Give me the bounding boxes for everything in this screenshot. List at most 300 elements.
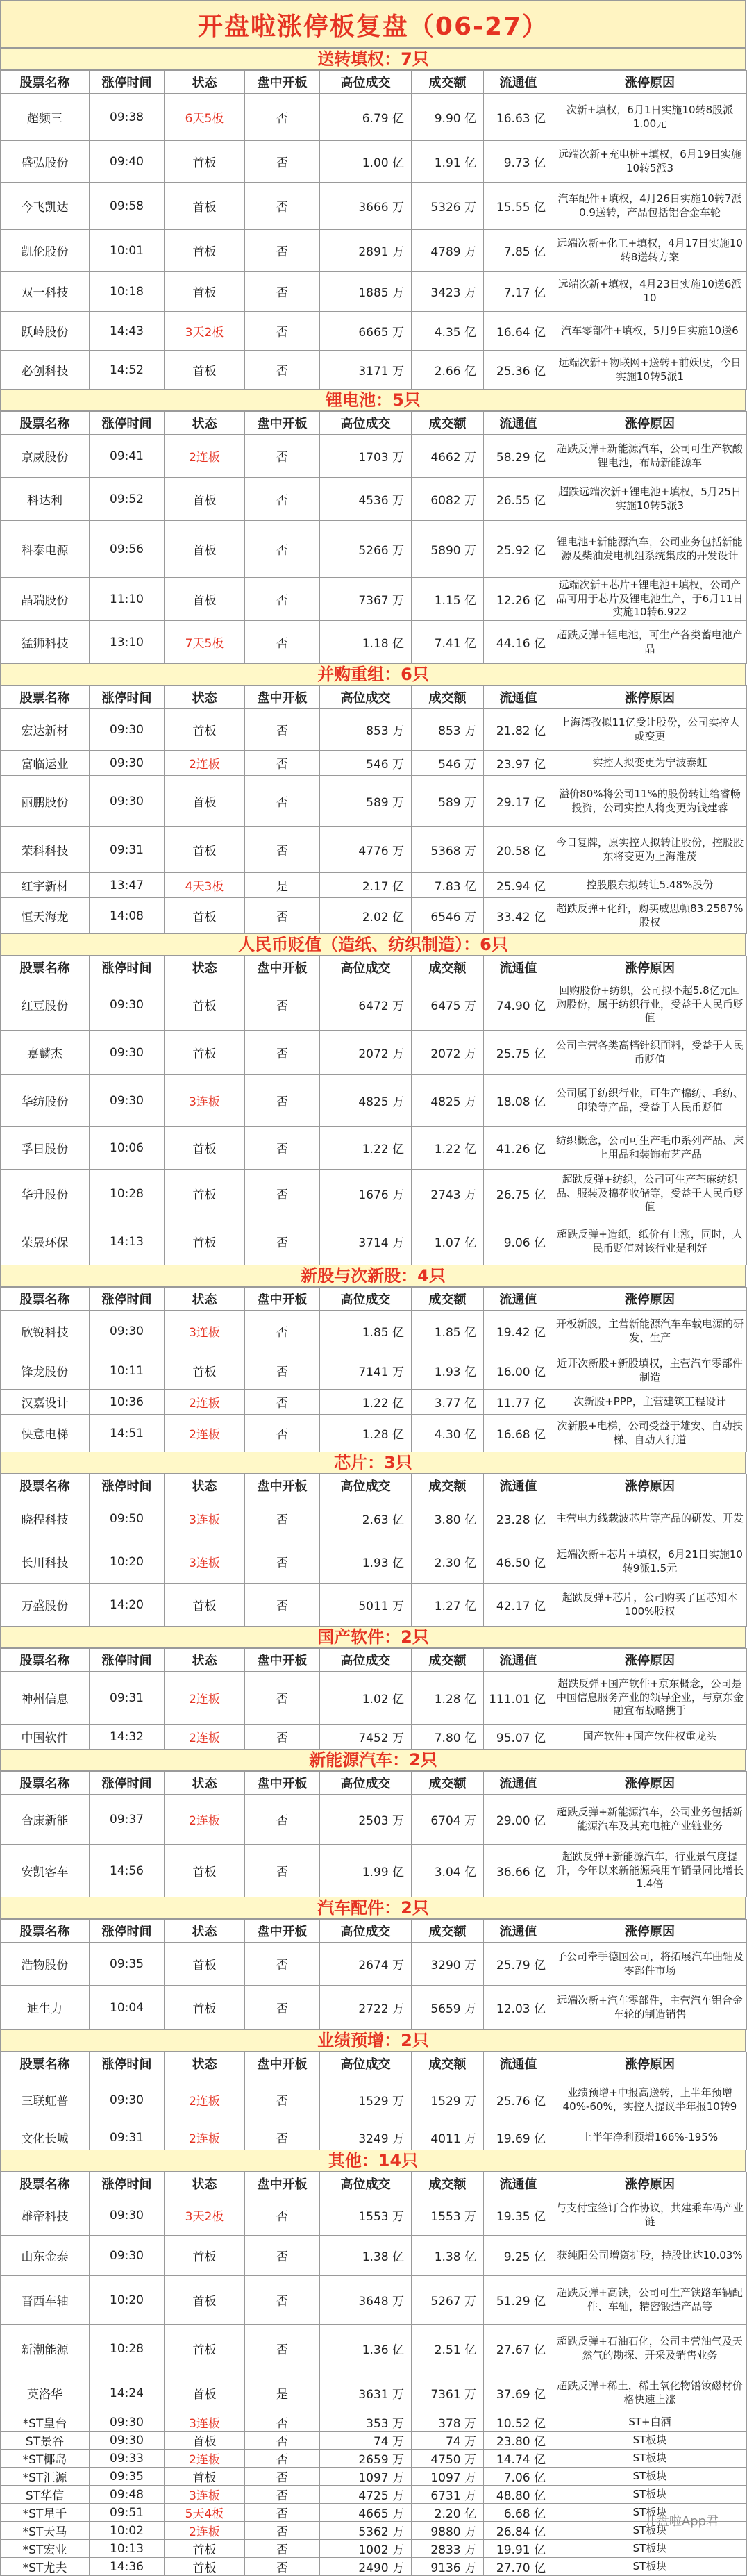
stock-name: 中国软件 — [1, 1725, 90, 1750]
float-cap: 23.97 亿 — [484, 751, 553, 776]
limit-up-reason: ST板块 — [553, 2522, 747, 2540]
column-header: 流通值 — [484, 1772, 553, 1795]
table-row — [1, 1943, 747, 1986]
stock-table — [0, 1287, 747, 1452]
stock-name: *ST汇源 — [1, 2468, 90, 2486]
section-title: 锂电池：5只 — [0, 390, 746, 411]
column-header: 涨停时间 — [90, 1288, 165, 1311]
limit-up-reason: ST板块 — [553, 2468, 747, 2486]
stock-name: 跃岭股份 — [1, 312, 90, 351]
board-status: 2连板 — [165, 751, 245, 776]
board-status: 首板 — [165, 141, 245, 183]
column-header: 高位成交 — [320, 956, 412, 979]
turnover: 3423 万 — [412, 272, 484, 312]
section-title: 业绩预增：2只 — [0, 2030, 746, 2052]
column-header: 涨停原因 — [553, 412, 747, 435]
limit-up-reason: 超跌反弹+新能源汽车，公司业务包括新能源汽车及其充电桩产业链业务 — [553, 1795, 747, 1845]
turnover: 2.66 亿 — [412, 351, 484, 390]
limit-up-reason: 次新股+PPP，主营建筑工程设计 — [553, 1390, 747, 1415]
limit-up-time: 09:30 — [90, 979, 165, 1031]
turnover: 2.30 亿 — [412, 1540, 484, 1584]
turnover: 1.38 亿 — [412, 2236, 484, 2276]
limit-up-time: 09:31 — [90, 1672, 165, 1725]
limit-up-reason: 子公司牵手德国公司，将拓展汽车曲轴及零部件市场 — [553, 1943, 747, 1986]
board-status: 首板 — [165, 2325, 245, 2373]
column-header: 成交额 — [412, 1649, 484, 1672]
intraday-open: 否 — [245, 2468, 320, 2486]
board-status: 首板 — [165, 183, 245, 230]
limit-up-reason: 远端次新+填权，4月23日实施10送6派10 — [553, 272, 747, 312]
float-cap: 41.26 亿 — [484, 1127, 553, 1170]
section-title: 汽车配件：2只 — [0, 1897, 746, 1919]
intraday-open: 否 — [245, 435, 320, 478]
column-header: 涨停时间 — [90, 1474, 165, 1497]
table-row — [1, 1845, 747, 1897]
stock-name: 必创科技 — [1, 351, 90, 390]
turnover: 1.15 亿 — [412, 578, 484, 621]
column-header: 高位成交 — [320, 71, 412, 94]
turnover: 5659 万 — [412, 1986, 484, 2030]
turnover: 2.20 亿 — [412, 2504, 484, 2522]
table-row — [1, 272, 747, 312]
high-volume: 353 万 — [320, 2413, 412, 2432]
column-header: 股票名称 — [1, 1772, 90, 1795]
turnover: 2743 万 — [412, 1170, 484, 1218]
limit-up-time: 14:56 — [90, 1845, 165, 1897]
table-row — [1, 1415, 747, 1452]
intraday-open: 否 — [245, 521, 320, 578]
table-row — [1, 1031, 747, 1075]
column-header: 盘中开板 — [245, 412, 320, 435]
turnover: 1.07 亿 — [412, 1218, 484, 1265]
float-cap: 16.00 亿 — [484, 1352, 553, 1390]
limit-up-time: 09:41 — [90, 435, 165, 478]
board-status: 2连板 — [165, 1795, 245, 1845]
limit-up-reason: 超跌反弹+芯片，公司购买了匡芯知本100%股权 — [553, 1584, 747, 1627]
high-volume: 2490 万 — [320, 2558, 412, 2576]
turnover: 7.83 亿 — [412, 873, 484, 898]
table-row — [1, 2125, 747, 2150]
limit-up-time: 13:10 — [90, 621, 165, 664]
column-header: 涨停原因 — [553, 686, 747, 709]
board-status: 首板 — [165, 1584, 245, 1627]
header-row — [1, 412, 747, 435]
high-volume: 1.00 亿 — [320, 141, 412, 183]
float-cap: 29.17 亿 — [484, 776, 553, 827]
stock-table — [0, 70, 747, 390]
limit-up-time: 10:13 — [90, 2540, 165, 2558]
float-cap: 21.82 亿 — [484, 709, 553, 751]
board-status: 首板 — [165, 1127, 245, 1170]
turnover: 1.85 亿 — [412, 1311, 484, 1352]
float-cap: 95.07 亿 — [484, 1725, 553, 1750]
board-status: 首板 — [165, 230, 245, 272]
stock-table — [0, 2172, 747, 2576]
turnover: 7361 万 — [412, 2373, 484, 2413]
board-status: 3连板 — [165, 1540, 245, 1584]
board-status: 首板 — [165, 979, 245, 1031]
limit-up-time: 09:40 — [90, 141, 165, 183]
column-header: 涨停原因 — [553, 1772, 747, 1795]
limit-up-time: 09:30 — [90, 2413, 165, 2432]
limit-up-reason: 今日复牌，原实控人拟转让股份，控股股东将变更为上海淮茂 — [553, 827, 747, 873]
float-cap: 51.29 亿 — [484, 2276, 553, 2325]
turnover: 589 万 — [412, 776, 484, 827]
board-status: 2连板 — [165, 2522, 245, 2540]
turnover: 5326 万 — [412, 183, 484, 230]
header-row — [1, 2172, 747, 2195]
stock-name: 红豆股份 — [1, 979, 90, 1031]
watermark: 开盘啦App君 — [644, 2514, 719, 2529]
table-row — [1, 183, 747, 230]
turnover: 1.27 亿 — [412, 1584, 484, 1627]
board-status: 首板 — [165, 2236, 245, 2276]
board-status: 2连板 — [165, 1725, 245, 1750]
limit-up-time: 14:43 — [90, 312, 165, 351]
column-header: 流通值 — [484, 1649, 553, 1672]
intraday-open: 否 — [245, 776, 320, 827]
intraday-open: 否 — [245, 979, 320, 1031]
limit-up-reason: 超跌反弹+石油石化，公司主营油气及天然气的勘探、开采及销售业务 — [553, 2325, 747, 2373]
table-row — [1, 435, 747, 478]
intraday-open: 否 — [245, 1352, 320, 1390]
float-cap: 23.80 亿 — [484, 2432, 553, 2450]
column-header: 涨停时间 — [90, 1772, 165, 1795]
stock-table — [0, 1771, 747, 1897]
high-volume: 1097 万 — [320, 2468, 412, 2486]
limit-up-reason: 纺织概念，公司可生产毛巾系列产品、床上用品和装饰布艺产品 — [553, 1127, 747, 1170]
column-header: 涨停时间 — [90, 412, 165, 435]
high-volume: 589 万 — [320, 776, 412, 827]
column-header: 流通值 — [484, 686, 553, 709]
float-cap: 42.17 亿 — [484, 1584, 553, 1627]
column-header: 流通值 — [484, 412, 553, 435]
turnover: 4789 万 — [412, 230, 484, 272]
header-row — [1, 2052, 747, 2075]
column-header: 高位成交 — [320, 1772, 412, 1795]
high-volume: 1703 万 — [320, 435, 412, 478]
stock-name: 丽鹏股份 — [1, 776, 90, 827]
limit-up-reason: 超跌反弹+稀土，稀土氧化物镨钕磁材价格快速上涨 — [553, 2373, 747, 2413]
turnover: 3290 万 — [412, 1943, 484, 1986]
limit-up-time: 09:30 — [90, 776, 165, 827]
high-volume: 2891 万 — [320, 230, 412, 272]
limit-up-time: 09:38 — [90, 94, 165, 141]
board-status: 首板 — [165, 1352, 245, 1390]
high-volume: 2072 万 — [320, 1031, 412, 1075]
intraday-open: 否 — [245, 312, 320, 351]
limit-up-reason: 回购股份+纺织，公司拟不超5.8亿元回购股份，属于纺织行业，受益于人民币贬值 — [553, 979, 747, 1031]
limit-up-time: 09:50 — [90, 1497, 165, 1540]
limit-up-time: 09:30 — [90, 709, 165, 751]
column-header: 高位成交 — [320, 1649, 412, 1672]
limit-up-time: 09:58 — [90, 183, 165, 230]
limit-up-reason: 溢价80%将公司11%的股份转让给睿畅投资，公司实控人将变更为钱建蓉 — [553, 776, 747, 827]
table-row — [1, 141, 747, 183]
float-cap: 11.77 亿 — [484, 1390, 553, 1415]
stock-table — [0, 1474, 747, 1627]
limit-up-time: 10:06 — [90, 1127, 165, 1170]
intraday-open: 否 — [245, 751, 320, 776]
column-header: 盘中开板 — [245, 1649, 320, 1672]
stock-table — [0, 956, 747, 1265]
column-header: 流通值 — [484, 1474, 553, 1497]
stock-name: 合康新能 — [1, 1795, 90, 1845]
table-row — [1, 578, 747, 621]
limit-up-reason: ST板块 — [553, 2486, 747, 2504]
high-volume: 3714 万 — [320, 1218, 412, 1265]
board-status: 首板 — [165, 776, 245, 827]
table-row — [1, 873, 747, 898]
limit-up-time: 09:30 — [90, 2432, 165, 2450]
limit-up-time: 10:04 — [90, 1986, 165, 2030]
limit-up-time: 09:52 — [90, 478, 165, 521]
table-row — [1, 2522, 747, 2540]
limit-up-reason: 近开次新股+新股填权，主营汽车零部件制造 — [553, 1352, 747, 1390]
table-row — [1, 2540, 747, 2558]
intraday-open: 否 — [245, 1311, 320, 1352]
limit-up-reason: 与支付宝签订合作协议，共建乘车码产业链 — [553, 2195, 747, 2236]
stock-name: 文化长城 — [1, 2125, 90, 2150]
limit-up-reason: 远端次新+物联网+送转+前妖股，今日实施10转5派1 — [553, 351, 747, 390]
board-status: 首板 — [165, 2373, 245, 2413]
column-header: 涨停原因 — [553, 956, 747, 979]
turnover: 3.80 亿 — [412, 1497, 484, 1540]
limit-up-reason: 上半年净利预增166%-195% — [553, 2125, 747, 2150]
column-header: 高位成交 — [320, 412, 412, 435]
high-volume: 2.02 亿 — [320, 898, 412, 934]
column-header: 涨停时间 — [90, 686, 165, 709]
board-status: 2连板 — [165, 1415, 245, 1452]
stock-name: 双一科技 — [1, 272, 90, 312]
board-status: 4天3板 — [165, 873, 245, 898]
high-volume: 1.22 亿 — [320, 1390, 412, 1415]
limit-up-reason: 远端次新+芯片+锂电池+填权，公司产品可用于芯片及锂电池生产，于6月11日实施10转6.922 — [553, 578, 747, 621]
limit-up-reason: 上海湾孜拟11亿受让股份，公司实控人或变更 — [553, 709, 747, 751]
turnover: 4750 万 — [412, 2450, 484, 2468]
column-header: 股票名称 — [1, 1288, 90, 1311]
limit-up-reason: 公司属于纺织行业，可生产棉纺、毛纺、印染等产品，受益于人民币贬值 — [553, 1075, 747, 1127]
high-volume: 1.36 亿 — [320, 2325, 412, 2373]
high-volume: 4825 万 — [320, 1075, 412, 1127]
turnover: 4.30 亿 — [412, 1415, 484, 1452]
intraday-open: 是 — [245, 2373, 320, 2413]
limit-up-time: 09:30 — [90, 1075, 165, 1127]
limit-up-time: 09:35 — [90, 1943, 165, 1986]
intraday-open: 否 — [245, 230, 320, 272]
float-cap: 26.55 亿 — [484, 478, 553, 521]
limit-up-reason: 超跌反弹+造纸，纸价有上涨，同时，人民币贬值对该行业是利好 — [553, 1218, 747, 1265]
limit-up-time: 14:24 — [90, 2373, 165, 2413]
turnover: 6731 万 — [412, 2486, 484, 2504]
column-header: 流通值 — [484, 2172, 553, 2195]
column-header: 盘中开板 — [245, 2052, 320, 2075]
high-volume: 1.18 亿 — [320, 621, 412, 664]
page-title — [0, 0, 746, 49]
limit-up-time: 10:28 — [90, 1170, 165, 1218]
intraday-open: 否 — [245, 2413, 320, 2432]
intraday-open: 否 — [245, 2236, 320, 2276]
turnover: 1.91 亿 — [412, 141, 484, 183]
limit-up-reason: 次新+填权，6月1日实施10转8股派1.00元 — [553, 94, 747, 141]
column-header: 股票名称 — [1, 2172, 90, 2195]
table-row — [1, 1672, 747, 1725]
column-header: 成交额 — [412, 412, 484, 435]
limit-up-reason: 远端次新+芯片+填权，6月21日实施10转9派1.5元 — [553, 1540, 747, 1584]
stock-name: 宏达新材 — [1, 709, 90, 751]
intraday-open: 否 — [245, 1845, 320, 1897]
limit-up-reason: 汽车零部件+填权，5月9日实施10送6 — [553, 312, 747, 351]
turnover: 853 万 — [412, 709, 484, 751]
limit-up-reason: 次新股+电梯，公司受益于雄安、自动扶梯、自动人行道 — [553, 1415, 747, 1452]
stock-table — [0, 2052, 747, 2150]
turnover: 9.90 亿 — [412, 94, 484, 141]
high-volume: 4536 万 — [320, 478, 412, 521]
column-header: 状态 — [165, 1920, 245, 1943]
stock-name: 华纺股份 — [1, 1075, 90, 1127]
column-header: 涨停时间 — [90, 956, 165, 979]
intraday-open: 否 — [245, 94, 320, 141]
column-header: 涨停原因 — [553, 71, 747, 94]
limit-up-time: 11:10 — [90, 578, 165, 621]
column-header: 成交额 — [412, 1772, 484, 1795]
intraday-open: 否 — [245, 1415, 320, 1452]
limit-up-reason: 远端次新+化工+填权，4月17日实施10转8送转方案 — [553, 230, 747, 272]
limit-up-time: 13:47 — [90, 873, 165, 898]
board-status: 5天4板 — [165, 2504, 245, 2522]
table-row — [1, 1352, 747, 1390]
float-cap: 58.29 亿 — [484, 435, 553, 478]
float-cap: 19.35 亿 — [484, 2195, 553, 2236]
table-row — [1, 898, 747, 934]
turnover: 378 万 — [412, 2413, 484, 2432]
column-header: 盘中开板 — [245, 1920, 320, 1943]
turnover: 3.77 亿 — [412, 1390, 484, 1415]
stock-name: 晋西车轴 — [1, 2276, 90, 2325]
limit-up-time: 09:30 — [90, 2236, 165, 2276]
high-volume: 5266 万 — [320, 521, 412, 578]
turnover: 1.93 亿 — [412, 1352, 484, 1390]
column-header: 股票名称 — [1, 71, 90, 94]
limit-up-time: 09:35 — [90, 2468, 165, 2486]
column-header: 状态 — [165, 1288, 245, 1311]
stock-name: 雄帝科技 — [1, 2195, 90, 2236]
table-row — [1, 2195, 747, 2236]
stock-name: 孚日股份 — [1, 1127, 90, 1170]
column-header: 流通值 — [484, 2052, 553, 2075]
stock-name: *ST尤夫 — [1, 2558, 90, 2576]
high-volume: 1.85 亿 — [320, 1311, 412, 1352]
intraday-open: 否 — [245, 2195, 320, 2236]
column-header: 高位成交 — [320, 1920, 412, 1943]
float-cap: 10.52 亿 — [484, 2413, 553, 2432]
table-row — [1, 776, 747, 827]
intraday-open: 否 — [245, 2432, 320, 2450]
column-header: 涨停时间 — [90, 2052, 165, 2075]
column-header: 高位成交 — [320, 2052, 412, 2075]
table-row — [1, 2276, 747, 2325]
turnover: 546 万 — [412, 751, 484, 776]
table-row — [1, 827, 747, 873]
limit-up-time: 10:20 — [90, 1540, 165, 1584]
table-row — [1, 1170, 747, 1218]
section-title: 人民币贬值（造纸、纺织制造）：6只 — [0, 934, 746, 956]
stock-name: 欣锐科技 — [1, 1311, 90, 1352]
board-status: 首板 — [165, 2468, 245, 2486]
high-volume: 3631 万 — [320, 2373, 412, 2413]
limit-up-reason: 业绩预增+中报高送转，上半年预增40%-60%，实控人提议半年报10转9 — [553, 2075, 747, 2125]
column-header: 盘中开板 — [245, 956, 320, 979]
board-status: 首板 — [165, 1031, 245, 1075]
high-volume: 546 万 — [320, 751, 412, 776]
board-status: 首板 — [165, 478, 245, 521]
float-cap: 46.50 亿 — [484, 1540, 553, 1584]
board-status: 首板 — [165, 2276, 245, 2325]
limit-up-reason: ST+白酒 — [553, 2413, 747, 2432]
column-header: 涨停时间 — [90, 1920, 165, 1943]
high-volume: 7367 万 — [320, 578, 412, 621]
intraday-open: 否 — [245, 2276, 320, 2325]
stock-name: 红宇新材 — [1, 873, 90, 898]
float-cap: 29.00 亿 — [484, 1795, 553, 1845]
header-row — [1, 1474, 747, 1497]
limit-up-time: 14:32 — [90, 1725, 165, 1750]
high-volume: 3171 万 — [320, 351, 412, 390]
column-header: 状态 — [165, 686, 245, 709]
table-row — [1, 312, 747, 351]
float-cap: 74.90 亿 — [484, 979, 553, 1031]
high-volume: 1529 万 — [320, 2075, 412, 2125]
stock-name: 恒天海龙 — [1, 898, 90, 934]
column-header: 状态 — [165, 956, 245, 979]
float-cap: 12.26 亿 — [484, 578, 553, 621]
float-cap: 12.03 亿 — [484, 1986, 553, 2030]
intraday-open: 否 — [245, 1725, 320, 1750]
intraday-open: 否 — [245, 1672, 320, 1725]
high-volume: 5011 万 — [320, 1584, 412, 1627]
high-volume: 1.02 亿 — [320, 1672, 412, 1725]
stock-name: 科泰电源 — [1, 521, 90, 578]
intraday-open: 否 — [245, 2450, 320, 2468]
board-status: 3连板 — [165, 1311, 245, 1352]
high-volume: 1002 万 — [320, 2540, 412, 2558]
column-header: 流通值 — [484, 956, 553, 979]
limit-up-time: 09:37 — [90, 1795, 165, 1845]
stock-name: 晶瑞股份 — [1, 578, 90, 621]
turnover: 6704 万 — [412, 1795, 484, 1845]
float-cap: 19.42 亿 — [484, 1311, 553, 1352]
table-row — [1, 230, 747, 272]
turnover: 6546 万 — [412, 898, 484, 934]
stock-name: 超频三 — [1, 94, 90, 141]
section-title: 其他：14只 — [0, 2150, 746, 2172]
column-header: 股票名称 — [1, 956, 90, 979]
intraday-open: 否 — [245, 1031, 320, 1075]
column-header: 成交额 — [412, 2172, 484, 2195]
stock-name: ST景谷 — [1, 2432, 90, 2450]
board-status: 3连板 — [165, 1075, 245, 1127]
table-row — [1, 1795, 747, 1845]
stock-name: *ST星千 — [1, 2504, 90, 2522]
turnover: 9880 万 — [412, 2522, 484, 2540]
table-row — [1, 2236, 747, 2276]
table-row — [1, 2075, 747, 2125]
limit-up-time: 09:30 — [90, 751, 165, 776]
intraday-open: 否 — [245, 1390, 320, 1415]
float-cap: 7.17 亿 — [484, 272, 553, 312]
high-volume: 74 万 — [320, 2432, 412, 2450]
intraday-open: 否 — [245, 1497, 320, 1540]
